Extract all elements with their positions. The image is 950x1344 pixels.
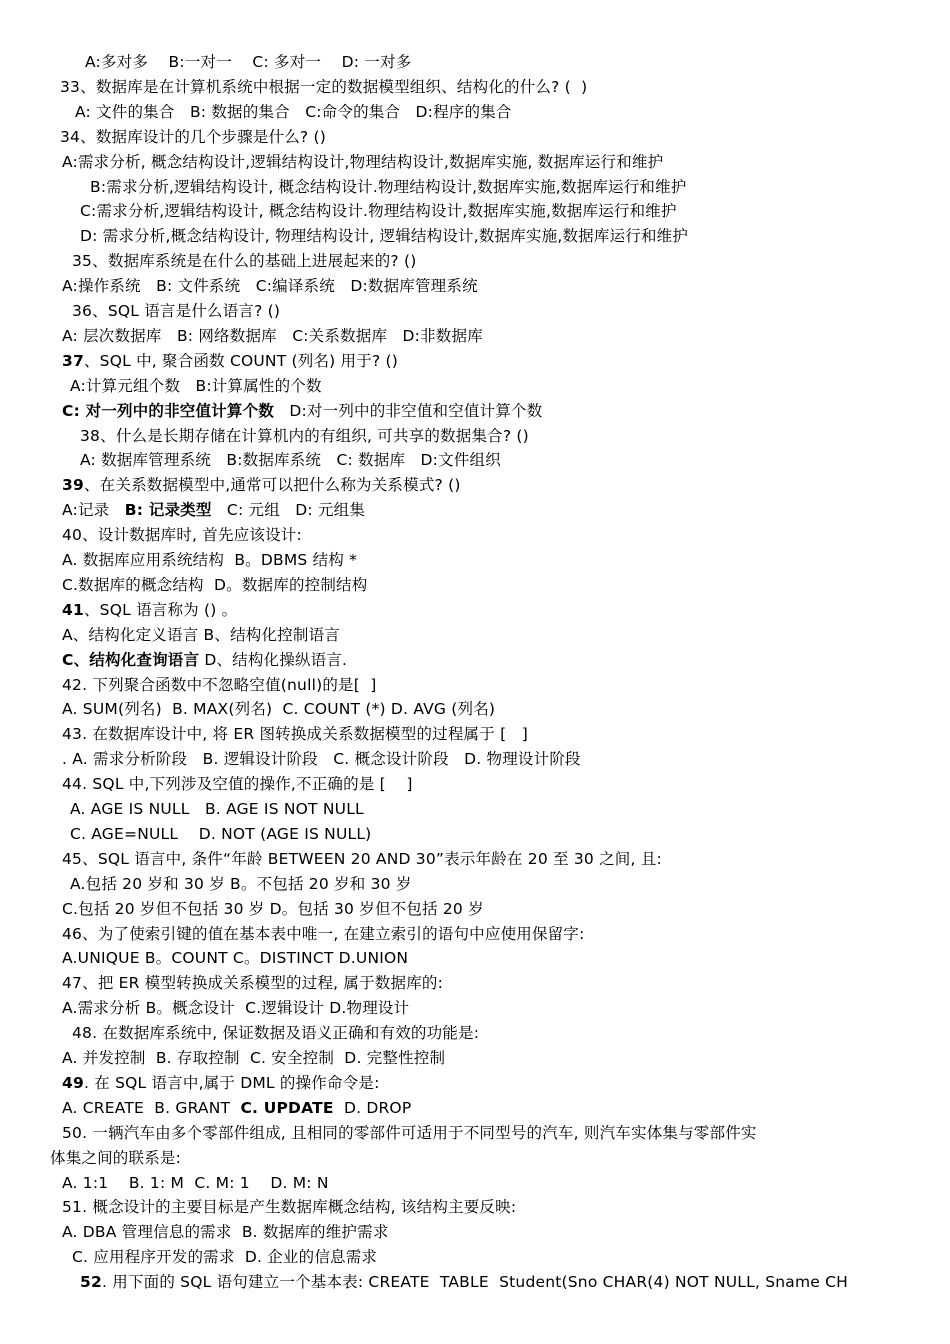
line-text: A. SUM(列名) B. MAX(列名) C. COUNT (*) D. AVG (列名)	[62, 700, 496, 719]
text-line	[70, 872, 412, 897]
text-line	[62, 399, 542, 424]
text-line	[62, 673, 376, 698]
text-line	[70, 374, 322, 399]
line-text: . A. 需求分析阶段 B. 逻辑设计阶段 C. 概念设计阶段 D. 物理设计阶段	[62, 750, 581, 769]
bold-text: B: 记录类型	[124, 501, 212, 520]
text-line	[70, 797, 364, 822]
line-text: D. DROP	[333, 1098, 412, 1117]
line-text: A. 1:1 B. 1: M C. M: 1 D. M: N	[62, 1173, 329, 1192]
text-line	[62, 548, 357, 573]
line-text: 44. SQL 中,下列涉及空值的操作,不正确的是 [ ]	[62, 775, 413, 794]
line-text: 43. 在数据库设计中, 将 ER 图转换成关系数据模型的过程属于 [ ]	[62, 725, 528, 744]
text-line	[62, 722, 528, 747]
text-line	[62, 150, 663, 175]
text-line	[62, 747, 581, 772]
line-text: A.UNIQUE B。COUNT C。DISTINCT D.UNION	[62, 949, 409, 968]
line-text: B:需求分析,逻辑结构设计, 概念结构设计.物理结构设计,数据库实施,数据库运行和维护	[90, 177, 687, 196]
line-text: C.包括 20 岁但不包括 30 岁 D。包括 30 岁但不包括 20 岁	[62, 899, 484, 918]
text-line	[50, 1146, 181, 1171]
line-text: A. CREATE B. GRANT	[62, 1098, 241, 1117]
text-line	[62, 971, 443, 996]
line-text: 、SQL 语言称为 () 。	[83, 600, 238, 619]
line-text: A.包括 20 岁和 30 岁 B。不包括 20 岁和 30 岁	[70, 874, 412, 893]
text-line	[62, 1046, 445, 1071]
text-line	[62, 598, 237, 623]
text-line	[72, 1245, 377, 1270]
line-text: 33、数据库是在计算机系统中根据一定的数据模型组织、结构化的什么? ( )	[60, 77, 588, 96]
line-text: A. DBA 管理信息的需求 B. 数据库的维护需求	[62, 1223, 389, 1242]
line-text: A. 并发控制 B. 存取控制 C. 安全控制 D. 完整性控制	[62, 1049, 446, 1067]
text-line	[62, 274, 478, 299]
line-text: 47、把 ER 模型转换成关系模型的过程, 属于数据库的:	[62, 974, 444, 993]
line-text: 38、什么是长期存储在计算机内的有组织, 可共享的数据集合? ()	[80, 426, 529, 445]
text-line	[62, 1096, 411, 1121]
text-line	[72, 1021, 479, 1046]
line-text: 45、SQL 语言中, 条件“年龄 BETWEEN 20 AND 30”表示年龄在 20 至 30 之间, 且:	[62, 849, 662, 868]
text-line	[62, 996, 409, 1021]
line-text: C.数据库的概念结构 D。数据库的控制结构	[62, 575, 368, 594]
text-line	[80, 224, 688, 249]
line-text: D、结构化操纵语言.	[199, 650, 348, 669]
text-line	[62, 772, 413, 797]
question-number: 52	[80, 1273, 102, 1292]
line-text: A: 层次数据库 B: 网络数据库 C:关系数据库 D:非数据库	[62, 326, 483, 345]
line-text: 51. 概念设计的主要目标是产生数据库概念结构, 该结构主要反映:	[62, 1198, 517, 1217]
bold-text: C. UPDATE	[240, 1098, 334, 1117]
text-line	[62, 1121, 757, 1146]
line-text: C: 元组 D: 元组集	[211, 501, 366, 520]
text-line	[80, 1270, 848, 1295]
line-text: A:需求分析, 概念结构设计,逻辑结构设计,物理结构设计,数据库实施, 数据库运行和维护	[62, 152, 664, 171]
line-text: A: 文件的集合 B: 数据的集合 C:命令的集合 D:程序的集合	[75, 102, 512, 121]
text-line	[62, 1071, 380, 1096]
line-text: 体集之间的联系是:	[50, 1148, 182, 1167]
text-line	[62, 324, 483, 349]
text-line	[80, 199, 677, 224]
text-line	[72, 249, 416, 274]
text-line	[75, 100, 512, 125]
text-line	[80, 448, 501, 473]
text-line	[62, 1171, 329, 1196]
line-text: C. 应用程序开发的需求 D. 企业的信息需求	[72, 1248, 378, 1267]
text-line	[62, 1195, 516, 1220]
text-line	[62, 349, 398, 374]
text-line	[80, 424, 529, 449]
line-text: 36、SQL 语言是什么语言? ()	[72, 302, 281, 320]
bold-text: C、结构化查询语言	[62, 650, 200, 669]
text-line	[62, 473, 461, 498]
line-text: A. 数据库应用系统结构 B。DBMS 结构 *	[62, 551, 358, 569]
question-number: 37	[62, 351, 84, 370]
text-line	[72, 299, 280, 324]
line-text: A:记录	[62, 501, 125, 520]
text-line	[85, 50, 411, 75]
line-text: 、SQL 中, 聚合函数 COUNT (列名) 用于? ()	[83, 351, 398, 370]
line-text: A:多对多 B:一对一 C: 多对一 D: 一对多	[85, 53, 412, 71]
line-text: 35、数据库系统是在什么的基础上进展起来的? ()	[72, 252, 417, 271]
line-text: C:需求分析,逻辑结构设计, 概念结构设计.物理结构设计,数据库实施,数据库运行和维护	[80, 202, 677, 221]
question-number: 49	[62, 1073, 84, 1092]
text-line	[90, 175, 687, 200]
text-line	[62, 847, 662, 872]
text-line	[62, 523, 302, 548]
line-text: 34、数据库设计的几个步骤是什么? ()	[60, 127, 326, 146]
line-text: A. AGE IS NULL B. AGE IS NOT NULL	[70, 800, 364, 818]
text-line	[62, 573, 367, 598]
line-text: 50. 一辆汽车由多个零部件组成, 且相同的零部件可适用于不同型号的汽车, 则汽车实体集与零部件实	[62, 1123, 757, 1142]
line-text: A: 数据库管理系统 B:数据库系统 C: 数据库 D:文件组织	[80, 451, 501, 470]
line-text: C. AGE=NULL D. NOT (AGE IS NULL)	[70, 824, 372, 843]
text-line	[62, 648, 347, 673]
bold-text: C: 对一列中的非空值计算个数	[62, 401, 274, 420]
text-line	[70, 822, 371, 847]
line-text: . 在 SQL 语言中,属于 DML 的操作命令是:	[83, 1073, 380, 1092]
text-line	[62, 498, 365, 523]
line-text: 40、设计数据库时, 首先应该设计:	[62, 526, 302, 545]
line-text: A:计算元组个数 B:计算属性的个数	[70, 376, 322, 395]
question-number: 39	[62, 476, 84, 495]
line-text: D:对一列中的非空值和空值计算个数	[273, 401, 543, 420]
line-text: A.需求分析 B。概念设计 C.逻辑设计 D.物理设计	[62, 999, 410, 1018]
text-line	[60, 125, 326, 150]
text-line	[62, 897, 484, 922]
question-number: 41	[62, 600, 84, 619]
line-text: 48. 在数据库系统中, 保证数据及语义正确和有效的功能是:	[72, 1024, 480, 1043]
text-line	[62, 946, 408, 971]
text-line	[62, 697, 495, 722]
text-line	[62, 623, 340, 648]
line-text: 、在关系数据模型中,通常可以把什么称为关系模式? ()	[83, 476, 461, 495]
line-text: 42. 下列聚合函数中不忽略空值(null)的是[ ]	[62, 675, 377, 694]
text-line	[60, 75, 587, 100]
line-text: . 用下面的 SQL 语句建立一个基本表: CREATE TABLE Student(Sno CHAR(4) NOT NULL, Sname CH	[101, 1273, 849, 1292]
line-text: A、结构化定义语言 B、结构化控制语言	[62, 625, 340, 644]
line-text: A:操作系统 B: 文件系统 C:编译系统 D:数据库管理系统	[62, 277, 478, 296]
text-line	[62, 922, 585, 947]
line-text: 46、为了使索引键的值在基本表中唯一, 在建立索引的语句中应使用保留字:	[62, 924, 585, 943]
line-text: D: 需求分析,概念结构设计, 物理结构设计, 逻辑结构设计,数据库实施,数据库运行和维护	[80, 227, 689, 246]
text-line	[62, 1220, 389, 1245]
